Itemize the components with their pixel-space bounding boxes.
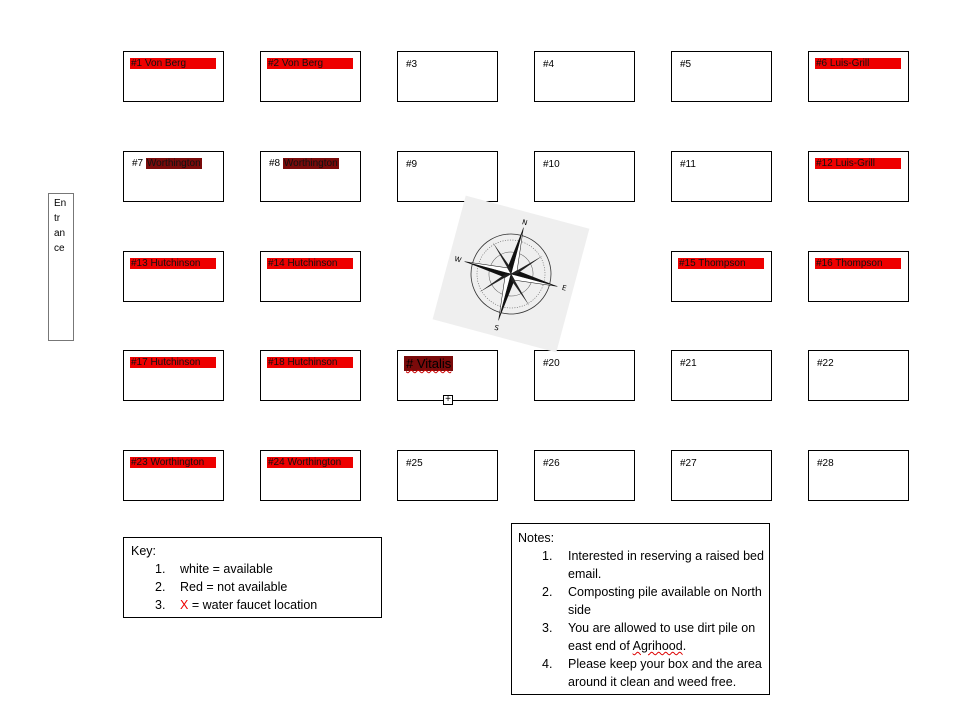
plot-label [267,158,341,169]
compass-w-label: W [453,255,463,265]
legend-key-box [123,537,382,618]
garden-plot[interactable] [671,251,772,302]
plot-label: #1 Von Berg [130,58,216,69]
plot-label: #21 [680,358,697,369]
note-number: 2. [542,585,553,599]
plot-label: #18 Hutchinson [267,357,353,368]
garden-plot[interactable] [534,450,635,501]
key-item-number: 2. [155,580,166,594]
plot-label: #23 Worthington [130,457,216,468]
plot-owner-name: Worthington [146,158,201,169]
garden-plot[interactable] [397,51,498,102]
garden-plot[interactable] [123,51,224,102]
garden-plot[interactable] [534,350,635,401]
entrance-letters-3: an [54,228,66,239]
entrance-letters-2: tr [54,213,61,224]
key-item-text: white = available [180,562,273,576]
plot-number: #8 [269,158,281,169]
note-number: 3. [542,621,553,635]
compass-rose-image [433,196,590,353]
garden-plot[interactable] [808,51,909,102]
note-item [542,619,764,655]
key-item-number: 3. [155,598,166,612]
plot-label: #3 [406,59,418,70]
compass-rose-icon [433,196,590,353]
garden-plot[interactable] [808,350,909,401]
garden-plot[interactable] [260,450,361,501]
plot-label: #10 [543,159,560,170]
key-item-text: Red = not available [180,580,288,594]
garden-plot[interactable] [260,251,361,302]
plot-label: #24 Worthington [267,457,353,468]
plot-owner-name: Worthington [283,158,338,169]
note-number: 1. [542,549,553,563]
spellcheck-flagged-word: Agrihood [632,639,683,653]
compass-s-label: S [493,323,500,333]
garden-plot[interactable] [671,350,772,401]
key-title: Key: [131,544,157,558]
note-item [542,583,764,619]
plot-label: #17 Hutchinson [130,357,216,368]
notes-box [511,523,770,695]
key-item [155,580,287,594]
note-text [568,619,764,655]
plot-number: #7 [132,158,144,169]
plot-label: #25 [406,458,423,469]
key-item-text: = water faucet location [188,598,318,612]
garden-plot[interactable] [260,151,361,202]
entrance-marker [48,193,74,341]
plot-label: # Vitalis [406,356,452,371]
plot-label: #11 [680,159,696,170]
note-text-part: . [682,639,687,653]
garden-plot[interactable] [123,450,224,501]
garden-plot[interactable] [808,151,909,202]
plot-label: #22 [817,358,834,369]
plot-label: #2 Von Berg [267,58,353,69]
plot-label: #27 [680,458,697,469]
plot-label: #26 [543,458,560,469]
compass-e-label: E [560,283,568,293]
plot-label: #15 Thompson [678,258,764,269]
garden-plot[interactable] [260,51,361,102]
garden-plot[interactable] [671,151,772,202]
garden-plot[interactable] [397,151,498,202]
garden-plot[interactable] [397,450,498,501]
key-item [155,562,273,576]
plot-label: #12 Luis-Grill [815,158,901,169]
plot-label: #5 [680,59,692,70]
faucet-x-mark: X [180,598,189,612]
garden-plot[interactable] [534,51,635,102]
entrance-letters-4: ce [54,243,65,254]
note-item [542,655,764,691]
plot-label [130,158,204,169]
compass-n-label: N [521,218,529,228]
entrance-letters-1: En [54,198,67,209]
garden-plot[interactable] [534,151,635,202]
key-item [155,598,317,612]
plot-label: #13 Hutchinson [130,258,216,269]
garden-plot[interactable] [123,151,224,202]
garden-plot[interactable] [808,450,909,501]
plot-label: #16 Thompson [815,258,901,269]
plot-label: #4 [543,59,555,70]
note-item [542,547,764,583]
notes-title: Notes: [518,531,555,545]
note-text: Interested in reserving a raised bed email. [568,549,764,581]
plot-label: #9 [406,159,418,170]
key-item-number: 1. [155,562,166,576]
garden-plot[interactable] [260,350,361,401]
plot-label: #14 Hutchinson [267,258,353,269]
garden-plot[interactable] [808,251,909,302]
garden-plot[interactable] [671,450,772,501]
note-text-part: You are allowed to use dirt pile on east end of [568,621,756,653]
garden-plot[interactable] [123,350,224,401]
note-text: Please keep your box and the area around it clean and weed free. [568,657,762,689]
note-number: 4. [542,657,553,671]
plot-label: #28 [817,458,834,469]
garden-plot[interactable] [123,251,224,302]
move-handle-icon[interactable]: + [443,395,453,405]
plot-label: #20 [543,358,560,369]
note-text: Composting pile available on North side [568,585,762,617]
garden-plot[interactable] [671,51,772,102]
plot-label: #6 Luis-Grill [815,58,901,69]
